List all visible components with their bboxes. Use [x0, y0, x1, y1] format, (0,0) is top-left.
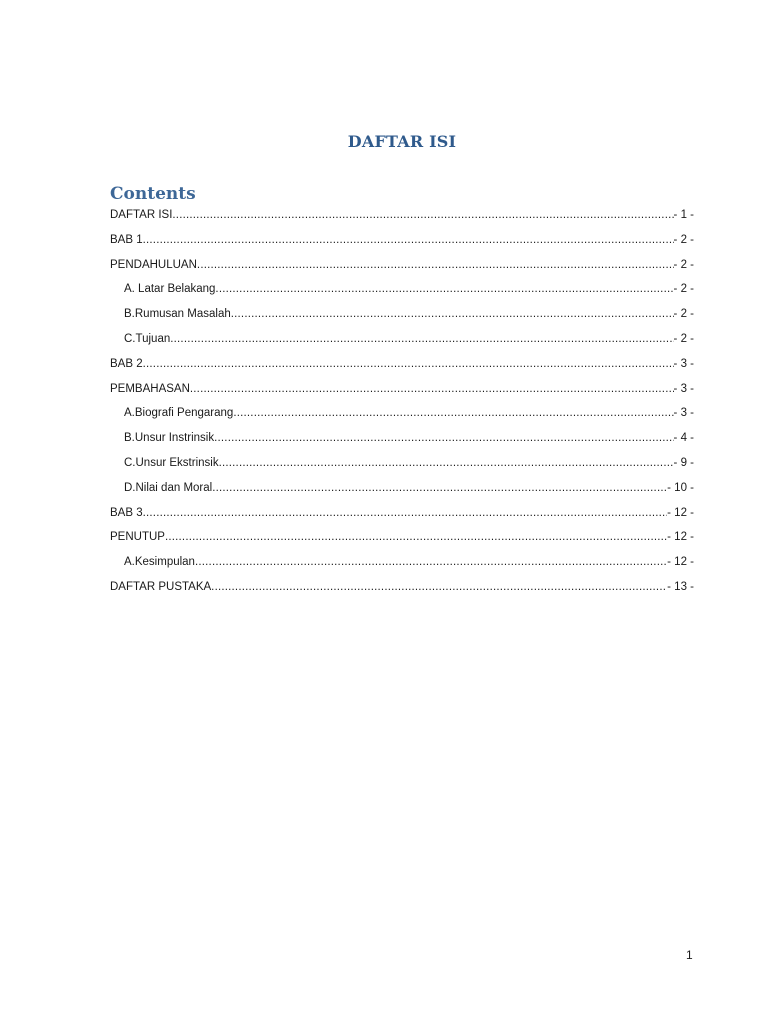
toc-entry-page: - 2 -	[673, 332, 694, 345]
toc-entry-page: - 12 -	[667, 506, 694, 519]
toc-entry-page: - 12 -	[667, 556, 694, 569]
toc-entry[interactable]	[110, 282, 694, 307]
toc-entry-label: PENUTUP	[110, 531, 165, 544]
toc-entry-page: - 13 -	[667, 580, 694, 593]
toc-entry-label: B.Rumusan Masalah	[124, 308, 231, 321]
toc-entry-label: C.Tujuan	[124, 332, 171, 345]
toc-entry[interactable]	[110, 332, 694, 357]
toc-entry-page: - 3 -	[673, 382, 694, 395]
toc-dot-leader	[233, 406, 673, 420]
toc-entry[interactable]	[110, 208, 694, 233]
toc-dot-leader	[212, 481, 667, 495]
toc-entry[interactable]	[110, 456, 694, 481]
toc-entry-label: C.Unsur Ekstrinsik	[124, 456, 219, 469]
toc-entry[interactable]	[110, 506, 694, 531]
toc-entry[interactable]	[110, 357, 694, 382]
toc-dot-leader	[143, 506, 668, 520]
page-number: 1	[686, 948, 693, 962]
toc-entry[interactable]	[110, 481, 694, 506]
toc-entry[interactable]	[110, 382, 694, 407]
toc-entry-label: DAFTAR ISI	[110, 209, 173, 221]
toc-dot-leader	[190, 382, 674, 396]
toc-entry-label: D.Nilai dan Moral	[124, 481, 213, 494]
toc-entry-page: - 4 -	[673, 432, 694, 445]
toc-entry-page: - 12 -	[667, 531, 694, 544]
toc-entry-page: - 2 -	[673, 308, 694, 321]
toc-entry-label: B.Unsur Instrinsik	[124, 432, 215, 445]
toc-entry[interactable]	[110, 258, 694, 283]
toc-entry[interactable]	[110, 406, 694, 431]
toc-entry-label: BAB 2	[110, 357, 143, 370]
toc-entry-page: - 9 -	[673, 456, 694, 469]
toc-dot-leader	[143, 233, 674, 247]
document-title: DAFTAR ISI	[347, 132, 457, 151]
toc-entry-page: - 1 -	[673, 209, 694, 221]
toc-dot-leader	[170, 332, 673, 346]
toc-dot-leader	[219, 456, 674, 470]
toc-entry-label: BAB 1	[110, 233, 143, 246]
toc-entry[interactable]	[110, 530, 694, 555]
toc-entry-label: A.Biografi Pengarang	[124, 407, 234, 420]
toc-entry-label: BAB 3	[110, 506, 143, 519]
toc-entry-page: - 2 -	[673, 283, 694, 296]
toc-dot-leader	[143, 357, 674, 371]
toc-entry-label: PENDAHULUAN	[110, 258, 197, 271]
toc-dot-leader	[211, 580, 667, 594]
toc-entry-page: - 3 -	[673, 357, 694, 370]
toc-entry[interactable]	[110, 431, 694, 456]
toc-entry-label: DAFTAR PUSTAKA	[110, 580, 212, 593]
toc-entry[interactable]	[110, 307, 694, 332]
toc-entry-label: A.Kesimpulan	[124, 556, 195, 569]
toc-entry[interactable]	[110, 555, 694, 580]
toc-dot-leader	[195, 555, 667, 569]
toc-entry-page: - 3 -	[673, 407, 694, 420]
toc-dot-leader	[172, 208, 673, 222]
toc-heading: Contents	[110, 184, 196, 204]
toc-dot-leader	[197, 258, 674, 272]
table-of-contents	[110, 208, 694, 605]
toc-dot-leader	[214, 431, 673, 445]
toc-dot-leader	[165, 530, 667, 544]
toc-entry-label: PEMBAHASAN	[110, 382, 190, 395]
toc-entry-page: - 2 -	[673, 258, 694, 271]
toc-dot-leader	[215, 282, 673, 296]
toc-entry-page: - 2 -	[673, 233, 694, 246]
toc-entry-label: A. Latar Belakang	[124, 283, 216, 296]
toc-entry-page: - 10 -	[667, 481, 694, 494]
toc-entry[interactable]	[110, 580, 694, 605]
toc-dot-leader	[231, 307, 674, 321]
toc-entry[interactable]	[110, 233, 694, 258]
